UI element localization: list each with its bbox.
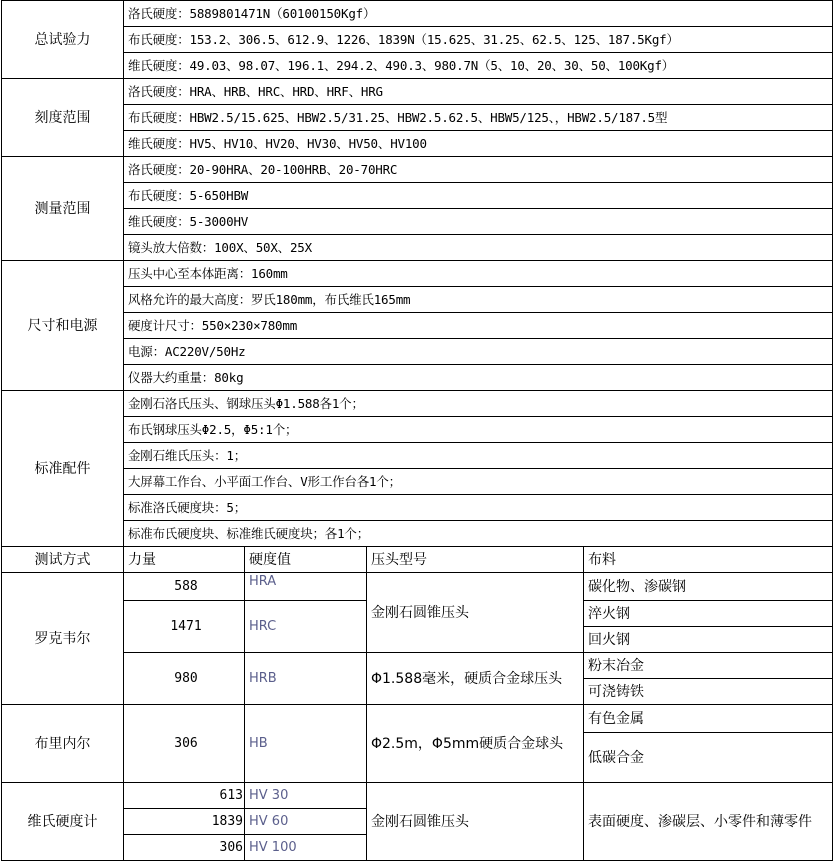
material-item: 回火钢 <box>584 627 833 653</box>
force-value: 588 <box>124 573 245 601</box>
table-row <box>2 1 833 27</box>
table-row <box>2 183 833 209</box>
table-row <box>2 495 833 521</box>
material-vickers: 表面硬度、渗碳层、小零件和薄零件 <box>584 783 833 861</box>
table-row <box>2 287 833 313</box>
table-row <box>2 339 833 365</box>
measure-rockwell: 洛氏硬度：20-90HRA、20-100HRB、20-70HRC <box>124 157 833 183</box>
indenter-vickers-cone: 金刚石圆锥压头 <box>367 783 584 861</box>
scale-brinell: 布氏硬度：HBW2.5/15.625、HBW2.5/31.25、HBW2.5.62.5、HBW5/125、，HBW2.5/187.5型 <box>124 105 833 131</box>
measure-brinell: 布氏硬度：5-650HBW <box>124 183 833 209</box>
header-force: 力量 <box>124 547 245 573</box>
material-item: 低碳合金 <box>584 733 833 783</box>
material-item: 粉末冶金 <box>584 653 833 679</box>
accessory-item: 布氏钢球压头Φ2.5，Φ5:1个； <box>124 417 833 443</box>
accessory-item: 标准洛氏硬度块：5； <box>124 495 833 521</box>
table-row <box>2 209 833 235</box>
hardness-scale: HRC <box>245 601 367 653</box>
force-value: 1839 <box>124 809 245 835</box>
total-force-brinell: 布氏硬度：153.2、306.5、612.9、1226、1839N（15.625、31.25、62.5、125、187.5Kgf） <box>124 27 833 53</box>
force-value: 613 <box>124 783 245 809</box>
table-row <box>2 365 833 391</box>
material-item: 碳化物、渗碳钢 <box>584 573 833 601</box>
hardness-scale: HB <box>245 705 367 783</box>
method-vickers: 维氏硬度计 <box>2 783 124 861</box>
material-item: 可浇铸铁 <box>584 679 833 705</box>
accessory-item: 标准布氏硬度块、标准维氏硬度块；各1个； <box>124 521 833 547</box>
table-row <box>2 235 833 261</box>
indenter-brinell-ball: Φ2.5m，Φ5mm硬质合金球头 <box>367 705 584 783</box>
scale-vickers: 维氏硬度：HV5、HV10、HV20、HV30、HV50、HV100 <box>124 131 833 157</box>
hardness-scale: HV 100 <box>245 835 367 861</box>
table-row <box>2 705 833 733</box>
hardness-scale: HV 60 <box>245 809 367 835</box>
category-size-power: 尺寸和电源 <box>2 261 124 391</box>
indenter-ball: Φ1.588毫米，硬质合金球压头 <box>367 653 584 705</box>
material-item: 淬火钢 <box>584 601 833 627</box>
force-value: 306 <box>124 705 245 783</box>
total-force-vickers: 维氏硬度：49.03、98.07、196.1、294.2、490.3、980.7N（5、10、20、30、50、100Kgf） <box>124 53 833 79</box>
table-row <box>2 27 833 53</box>
table-row <box>2 79 833 105</box>
category-scale: 刻度范围 <box>2 79 124 157</box>
force-value: 1471 <box>124 601 245 653</box>
table-row <box>2 573 833 601</box>
table-row <box>2 521 833 547</box>
force-value: 306 <box>124 835 245 861</box>
table-row <box>2 157 833 183</box>
table-row <box>2 313 833 339</box>
size-power: 电源：AC220V/50Hz <box>124 339 833 365</box>
category-measure: 测量范围 <box>2 157 124 261</box>
hardness-scale: HRA <box>245 573 367 601</box>
table-row <box>2 653 833 679</box>
size-max-height: 风格允许的最大高度：罗氏180mm，布氏维氏165mm <box>124 287 833 313</box>
table-row <box>2 391 833 417</box>
table-row <box>2 131 833 157</box>
force-value: 980 <box>124 653 245 705</box>
hardness-scale: HV 30 <box>245 783 367 809</box>
table-row <box>2 469 833 495</box>
table-row <box>2 261 833 287</box>
size-distance: 压头中心至本体距离：160mm <box>124 261 833 287</box>
hardness-scale: HRB <box>245 653 367 705</box>
header-material: 布料 <box>584 547 833 573</box>
size-weight: 仪器大约重量：80kg <box>124 365 833 391</box>
measure-vickers: 维氏硬度：5-3000HV <box>124 209 833 235</box>
accessory-item: 大屏幕工作台、小平面工作台、V形工作台各1个； <box>124 469 833 495</box>
indenter-diamond-cone: 金刚石圆锥压头 <box>367 573 584 653</box>
material-item: 有色金属 <box>584 705 833 733</box>
method-brinell: 布里内尔 <box>2 705 124 783</box>
header-method: 测试方式 <box>2 547 124 573</box>
table-row <box>2 783 833 809</box>
table-header-row <box>2 547 833 573</box>
table-row <box>2 105 833 131</box>
accessory-item: 金刚石洛氏压头、钢球压头Φ1.588各1个； <box>124 391 833 417</box>
table-row <box>2 417 833 443</box>
scale-rockwell: 洛氏硬度：HRA、HRB、HRC、HRD、HRF、HRG <box>124 79 833 105</box>
category-accessories: 标准配件 <box>2 391 124 547</box>
table-row <box>2 443 833 469</box>
accessory-item: 金刚石维氏压头：1； <box>124 443 833 469</box>
measure-lens: 镜头放大倍数：100X、50X、25X <box>124 235 833 261</box>
table-row <box>2 53 833 79</box>
category-total-force: 总试验力 <box>2 1 124 79</box>
method-rockwell: 罗克韦尔 <box>2 573 124 705</box>
header-indenter: 压头型号 <box>367 547 584 573</box>
header-hardness: 硬度值 <box>245 547 367 573</box>
size-dimensions: 硬度计尺寸：550×230×780mm <box>124 313 833 339</box>
spec-table <box>1 0 833 861</box>
total-force-rockwell: 洛氏硬度：5889801471N（60100150Kgf） <box>124 1 833 27</box>
